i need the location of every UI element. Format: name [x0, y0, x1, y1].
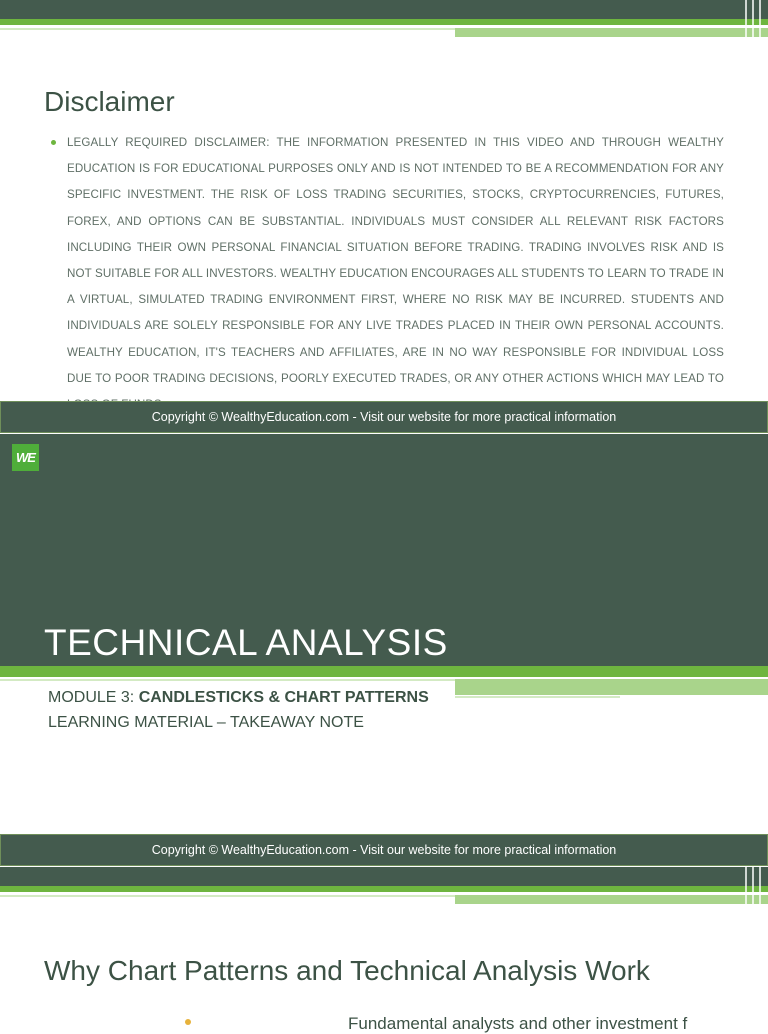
slide3-header-stripe	[752, 867, 754, 905]
slide3-header-accent	[0, 886, 768, 892]
slide1-header-pale-strip	[0, 28, 455, 30]
module-subtitle: LEARNING MATERIAL – TAKEAWAY NOTE	[48, 714, 364, 731]
slide3-header-stripe	[745, 867, 747, 905]
slide2-title: TECHNICAL ANALYSIS	[44, 622, 448, 663]
slide1-title: Disclaimer	[44, 86, 175, 117]
slide3-title: Why Chart Patterns and Technical Analysis Work	[44, 955, 650, 986]
slide3-header-band	[0, 867, 768, 886]
disclaimer-text: LEGALLY REQUIRED DISCLAIMER: THE INFORMATION PRESENTED IN THIS VIDEO AND THROUGH WEALTHY EDUCATION IS FOR EDUCATIONAL PURPOSES ONLY AND IS NOT INTENDED TO BE A RECOMMENDATION FOR ANY SPECIFIC INVESTMENT. THE RISK OF LOSS TRADING SECURITIES, STOCKS, CRYPTOCURRENCIES, FUTURES, FOREX, AND OPTIONS CAN BE SUBSTANTIAL. INDIVIDUALS MUST CONSIDER ALL RELEVANT RISK FACTORS INCLUDING THEIR OWN PERSONAL FINANCIAL SITUATION BEFORE TRADING. TRADING INVOLVES RISK AND IS NOT SUITABLE FOR ALL INVESTORS. WEALTHY EDUCATION ENCOURAGES ALL STUDENTS TO LEARN TO TRADE IN A VIRTUAL, SIMULATED TRADING ENVIRONMENT FIRST, WHERE NO RISK MAY BE INCURRED. STUDENTS AND INDIVIDUALS ARE SOLELY RESPONSIBLE FOR ANY LIVE TRADES PLACED IN THEIR OWN PERSONAL ACCOUNTS. WEALTHY EDUCATION, IT'S TEACHERS AND AFFILIATES, ARE IN NO WAY RESPONSIBLE FOR INDIVIDUAL LOSS DUE TO POOR TRADING DECISIONS, POORLY EXECUTED TRADES, OR ANY OTHER ACTIONS WHICH MAY LEAD TO	[67, 136, 724, 385]
slide1-header-accent	[0, 19, 768, 25]
wealthy-education-logo-icon: WE	[12, 444, 39, 471]
slide2-light-strip	[455, 679, 768, 695]
slide1-header-band	[0, 0, 768, 19]
slide1-footer: Copyright © WealthyEducation.com - Visit our website for more practical information	[0, 401, 768, 433]
slide1-header-stripe	[759, 0, 761, 38]
slide3-header-stripe	[759, 867, 761, 905]
module-prefix: MODULE 3:	[48, 689, 139, 706]
slide1-header-light-strip	[455, 28, 768, 37]
slide2-pale-strip-top	[0, 679, 455, 681]
slide3-header-pale-strip	[0, 895, 455, 897]
module-name: CANDLESTICKS & CHART PATTERNS	[138, 689, 429, 706]
slide2-title-accent	[0, 666, 768, 677]
module-heading	[48, 689, 429, 707]
bullet-icon	[51, 140, 56, 145]
slide1-header-stripe	[752, 0, 754, 38]
slide1-header-stripe	[745, 0, 747, 38]
slide3-body-text: Fundamental analysts and other investment f	[348, 1014, 688, 1033]
bullet-icon	[185, 1019, 191, 1025]
slide2-footer: Copyright © WealthyEducation.com - Visit our website for more practical information	[0, 834, 768, 866]
slide2-pale-strip	[455, 696, 620, 698]
slide3-header-light-strip	[455, 895, 768, 904]
